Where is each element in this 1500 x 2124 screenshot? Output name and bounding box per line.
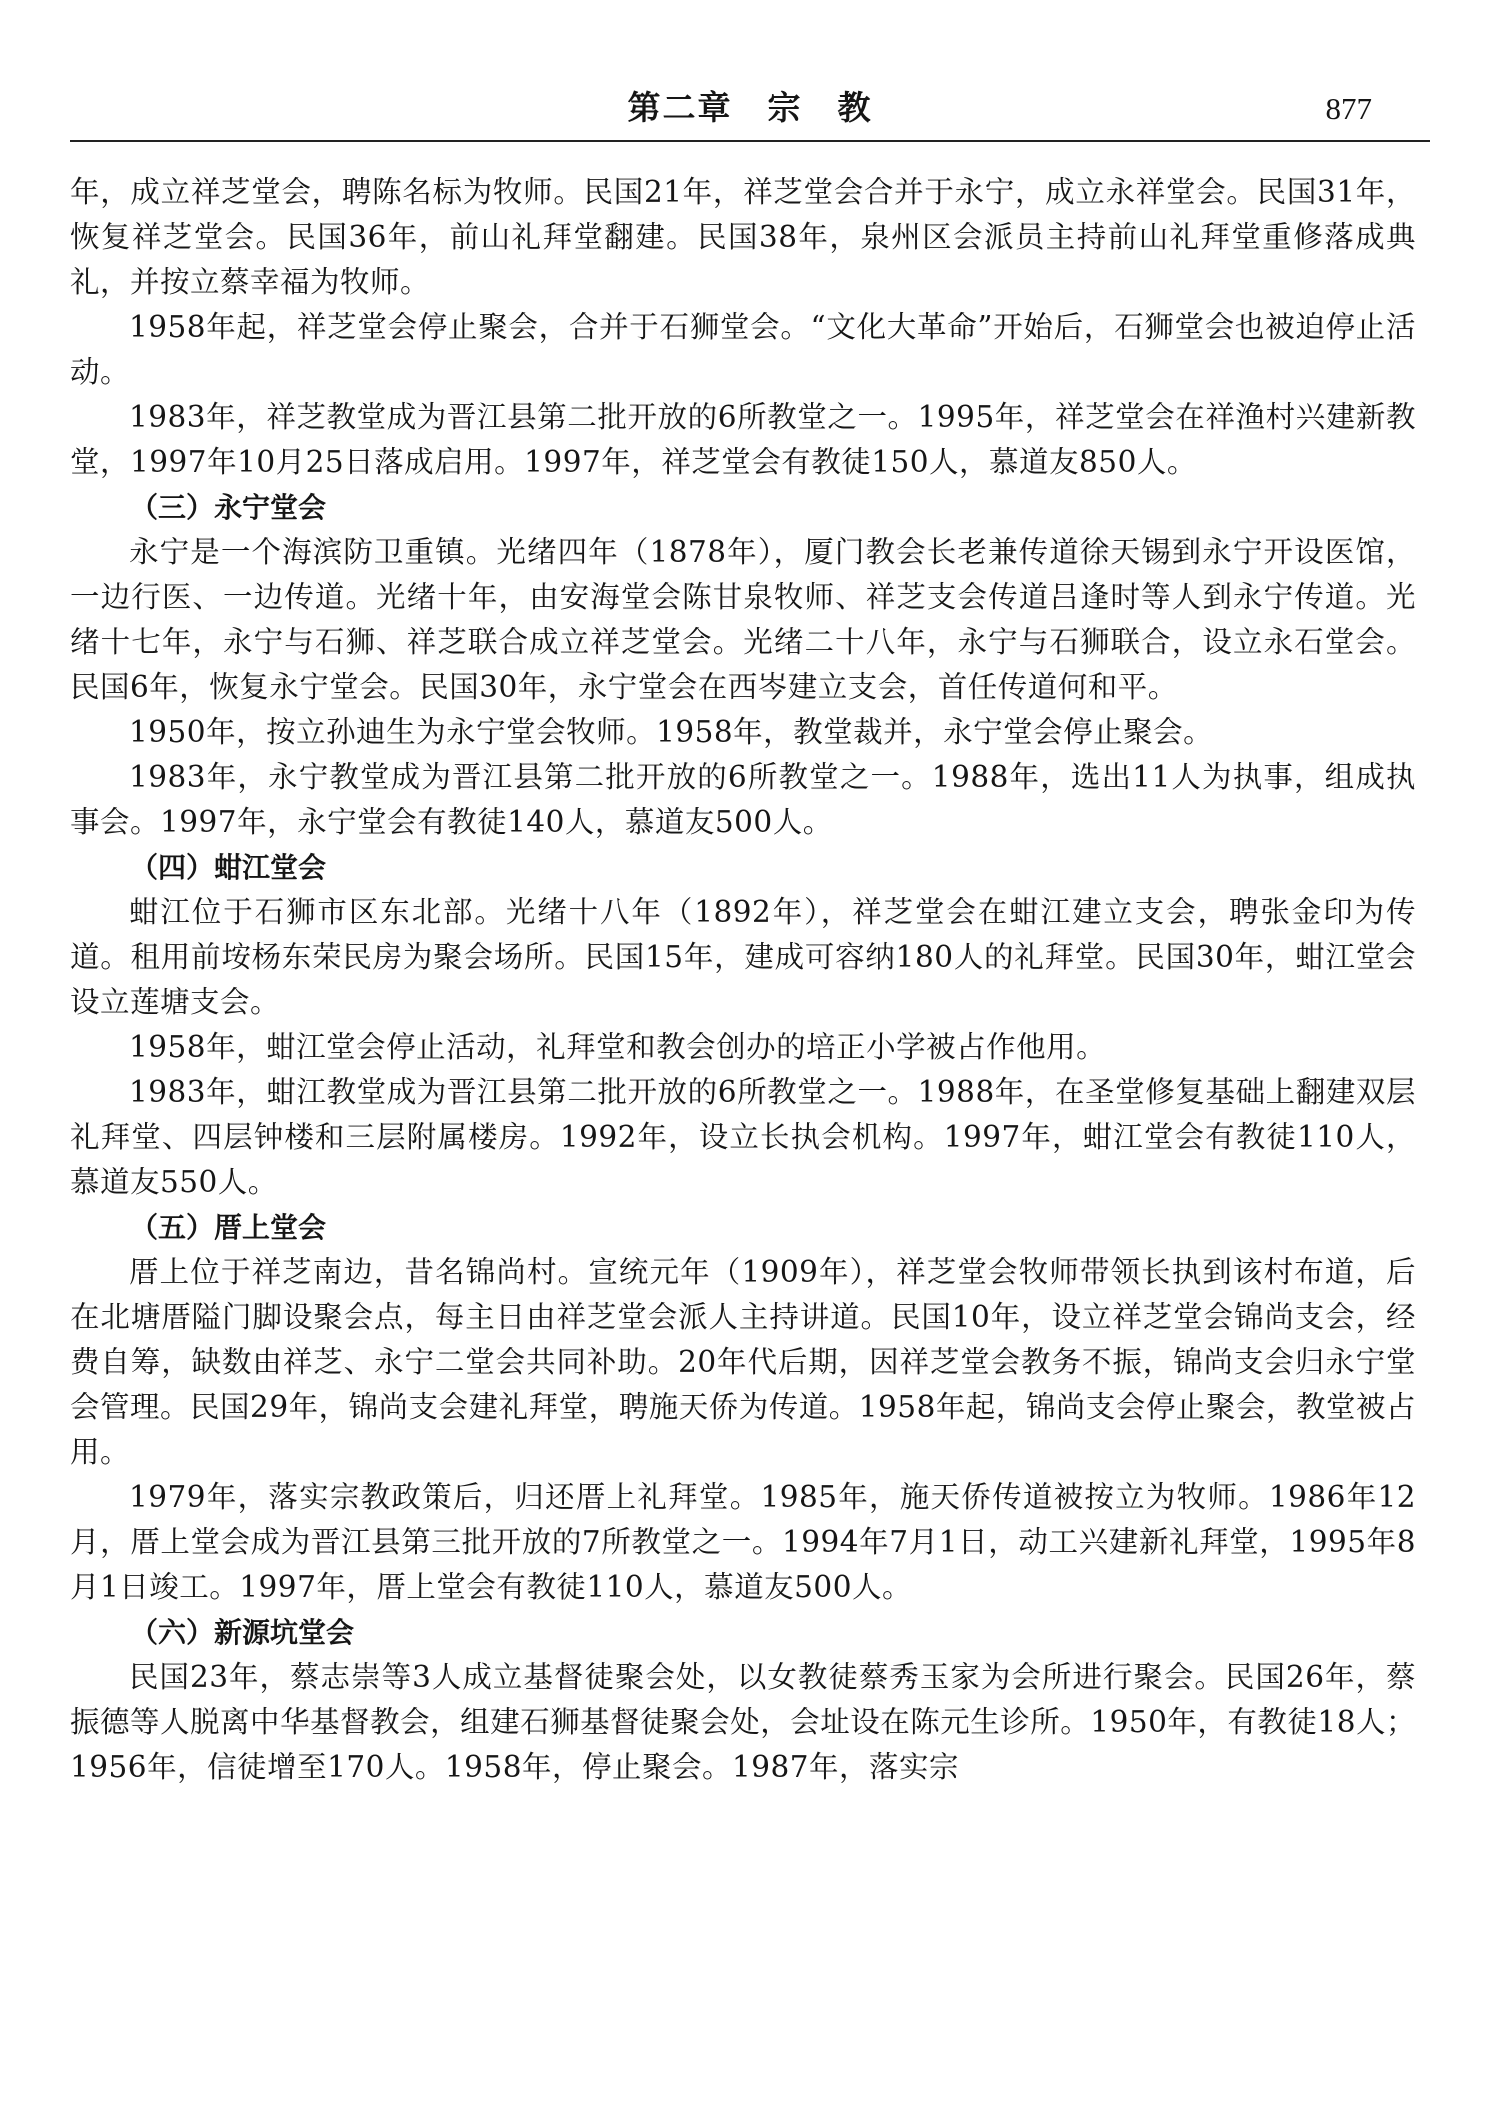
paragraph: 1950年，按立孙迪生为永宁堂会牧师。1958年，教堂裁并，永宁堂会停止聚会。 <box>129 715 1214 749</box>
body-text <box>70 170 1416 1790</box>
paragraph: 1979年，落实宗教政策后，归还厝上礼拜堂。1985年，施天侨传道被按立为牧师。1986年12月，厝上堂会成为晋江县第三批开放的7所教堂之一。1994年7月1日，动工兴建新礼拜堂，1995年8月1日竣工。1997年，厝上堂会有教徒110人，慕道友500人。 <box>70 1480 1416 1604</box>
paragraph: 厝上位于祥芝南边，昔名锦尚村。宣统元年（1909年），祥芝堂会牧师带领长执到该村布道，后在北塘厝隘门脚设聚会点，每主日由祥芝堂会派人主持讲道。民国10年，设立祥芝堂会锦尚支会，经费自筹，缺数由祥芝、永宁二堂会共同补助。20年代后期，因祥芝堂会教务不振，锦尚支会归永宁堂会管理。民国29年，锦尚支会建礼拜堂，聘施天侨为传道。1958年起，锦尚支会停止聚会，教堂被占用。 <box>70 1255 1416 1469</box>
running-header <box>70 88 1430 136</box>
chapter-title: 第二章 宗 教 <box>627 88 873 127</box>
paragraph: 1958年，蚶江堂会停止活动，礼拜堂和教会创办的培正小学被占作他用。 <box>129 1030 1107 1064</box>
paragraph: 永宁是一个海滨防卫重镇。光绪四年（1878年），厦门教会长老兼传道徐天锡到永宁开设医馆，一边行医、一边传道。光绪十年，由安海堂会陈甘泉牧师、祥芝支会传道吕逢时等人到永宁传道。光绪十七年，永宁与石狮、祥芝联合成立祥芝堂会。光绪二十八年，永宁与石狮联合，设立永石堂会。民国6年，恢复永宁堂会。民国30年，永宁堂会在西岑建立支会，首任传道何和平。 <box>70 535 1416 704</box>
header-rule <box>70 140 1430 142</box>
paragraph: 年，成立祥芝堂会，聘陈名标为牧师。民国21年，祥芝堂会合并于永宁，成立永祥堂会。民国31年，恢复祥芝堂会。民国36年，前山礼拜堂翻建。民国38年，泉州区会派员主持前山礼拜堂重修落成典礼，并按立蔡幸福为牧师。 <box>70 175 1416 299</box>
page-number: 877 <box>1325 91 1372 126</box>
section-heading-xinyuankeng: （六）新源坑堂会 <box>130 1616 355 1649</box>
paragraph: 1983年，祥芝教堂成为晋江县第二批开放的6所教堂之一。1995年，祥芝堂会在祥渔村兴建新教堂，1997年10月25日落成启用。1997年，祥芝堂会有教徒150人，慕道友850人。 <box>70 400 1416 479</box>
section-heading-hanjiang: （四）蚶江堂会 <box>130 851 327 884</box>
paragraph: 1958年起，祥芝堂会停止聚会，合并于石狮堂会。“文化大革命”开始后，石狮堂会也被迫停止活动。 <box>70 310 1416 389</box>
paragraph: 蚶江位于石狮市区东北部。光绪十八年（1892年），祥芝堂会在蚶江建立支会，聘张金印为传道。租用前垵杨东荣民房为聚会场所。民国15年，建成可容纳180人的礼拜堂。民国30年，蚶江堂会设立莲塘支会。 <box>70 895 1416 1019</box>
paragraph: 1983年，永宁教堂成为晋江县第二批开放的6所教堂之一。1988年，选出11人为执事，组成执事会。1997年，永宁堂会有教徒140人，慕道友500人。 <box>70 760 1416 839</box>
paragraph: 民国23年，蔡志崇等3人成立基督徒聚会处，以女教徒蔡秀玉家为会所进行聚会。民国26年，蔡振德等人脱离中华基督教会，组建石狮基督徒聚会处，会址设在陈元生诊所。1950年，有教徒18人；1956年，信徒增至170人。1958年，停止聚会。1987年，落实宗 <box>70 1660 1416 1784</box>
paragraph: 1983年，蚶江教堂成为晋江县第二批开放的6所教堂之一。1988年，在圣堂修复基础上翻建双层礼拜堂、四层钟楼和三层附属楼房。1992年，设立长执会机构。1997年，蚶江堂会有教徒110人，慕道友550人。 <box>70 1075 1416 1199</box>
section-heading-cuoshang: （五）厝上堂会 <box>130 1211 327 1244</box>
section-heading-yongning: （三）永宁堂会 <box>130 491 327 524</box>
